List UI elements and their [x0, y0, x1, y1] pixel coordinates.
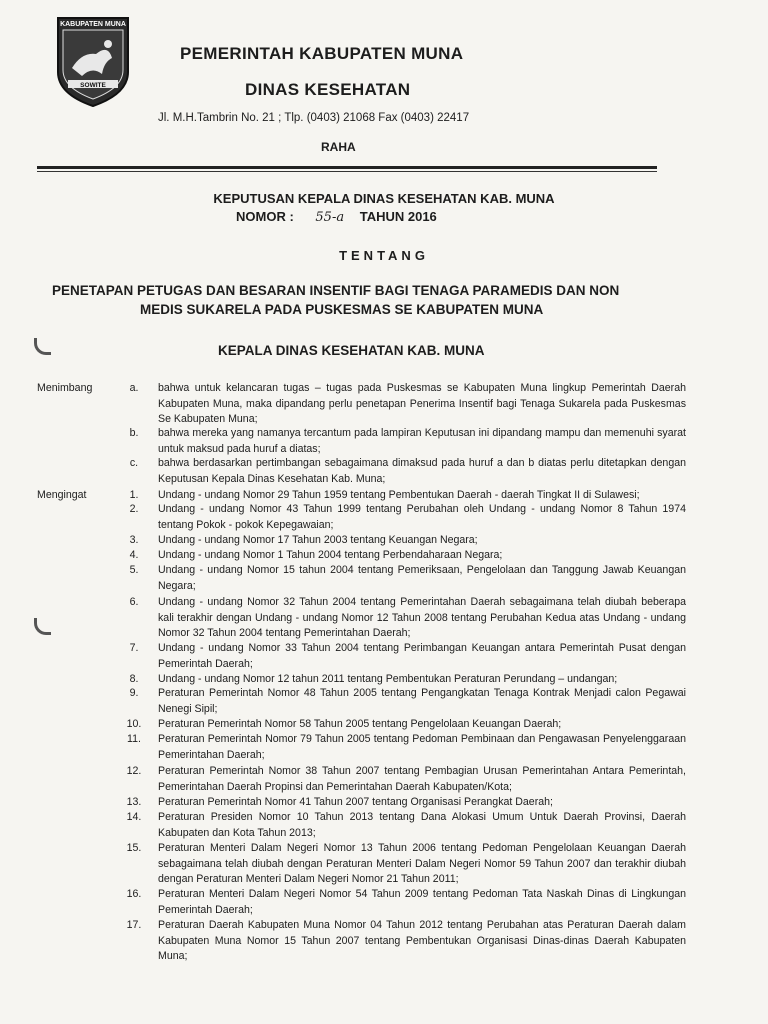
item-text: Undang - undang Nomor 17 Tahun 2003 tentang Keuangan Negara;: [158, 534, 478, 546]
item-marker: 14.: [126, 811, 142, 823]
item-text: Peraturan Pemerintah Nomor 38 Tahun 2007 tentang Pembagian Urusan Pemerintahan Antara Pemerintah, Pemerintahan Daerah Propinsi dan Pemerintahan Daerah Kabupaten/Kota;: [158, 765, 686, 793]
item-marker: a.: [129, 382, 139, 394]
item-text: Peraturan Pemerintah Nomor 48 Tahun 2005 tentang Pengangkatan Tenaga Kontrak Menjadi calon Pegawai Nenegi Sipil;: [158, 687, 686, 715]
item-marker: 3.: [129, 534, 139, 546]
nomor-value: 55-a: [315, 210, 345, 225]
item-text: Peraturan Daerah Kabupaten Muna Nomor 04 Tahun 2012 tentang Perubahan atas Peraturan Daerah dalam Kabupaten Muna Nomor 15 Tahun 2007 tentang Pembentukan Organisasi Dinas-dinas Daerah Kabupaten Muna;: [158, 919, 686, 962]
item-text: Undang - undang Nomor 29 Tahun 1959 tentang Pembentukan Daerah - daerah Tingkat II di Sulawesi;: [158, 489, 640, 501]
item-marker: 13.: [126, 796, 142, 808]
item-text: Undang - undang Nomor 15 tahun 2004 tentang Pemeriksaan, Pengelolaan dan Tanggung Jawab Keuangan Negara;: [158, 564, 686, 592]
item-marker: b.: [129, 427, 139, 439]
item-marker: c.: [129, 457, 139, 469]
decree-subject-line-1: PENETAPAN PETUGAS DAN BESARAN INSENTIF BAGI TENAGA PARAMEDIS DAN NON: [52, 283, 620, 298]
item-marker: 6.: [129, 596, 139, 608]
government-name: PEMERINTAH KABUPATEN MUNA: [180, 44, 464, 63]
item-marker: 7.: [129, 642, 139, 654]
item-text: Peraturan Menteri Dalam Negeri Nomor 54 Tahun 2009 tentang Pedoman Tata Naskah Dinas di Lingkungan Pemerintah Daerah;: [158, 888, 686, 916]
item-marker: 5.: [129, 564, 139, 576]
item-text: bahwa mereka yang namanya tercantum pada lampiran Keputusan ini dipandang mampu dan memenuhi syarat untuk maksud pada huruf a diatas;: [158, 427, 686, 455]
agency-name: DINAS KESEHATAN: [245, 80, 411, 99]
item-marker: 8.: [129, 673, 139, 685]
item-text: Undang - undang Nomor 1 Tahun 2004 tentang Perbendaharaan Negara;: [158, 549, 503, 561]
item-text: Peraturan Pemerintah Nomor 58 Tahun 2005 tentang Pengelolaan Keuangan Daerah;: [158, 718, 562, 730]
item-text: Undang - undang Nomor 43 Tahun 1999 tentang Perubahan oleh Undang - undang Nomor 8 Tahun 1974 tentang Pokok - pokok Kepegawaian;: [158, 503, 686, 531]
item-marker: 11.: [127, 733, 141, 745]
item-marker: 15.: [126, 842, 142, 854]
mengingat-label: Mengingat: [37, 489, 87, 501]
tentang-heading: TENTANG: [339, 248, 429, 263]
item-marker: 10.: [126, 718, 142, 730]
item-text: Peraturan Pemerintah Nomor 79 Tahun 2005 tentang Pedoman Pembinaan dan Pengawasan Penyelenggaraan Pemerintahan Daerah;: [158, 733, 686, 761]
item-marker: 1.: [129, 489, 139, 501]
emblem-banner-text: SOWITE: [80, 82, 106, 89]
item-marker: 9.: [129, 687, 139, 699]
item-text: Undang - undang Nomor 12 tahun 2011 tentang Pembentukan Peraturan Perundang – undangan;: [158, 673, 618, 685]
menimbang-label: Menimbang: [37, 382, 93, 394]
item-text: Peraturan Presiden Nomor 10 Tahun 2013 tentang Dana Alokasi Umum Untuk Daerah Provinsi, Daerah Kabupaten dan Kota Tahun 2013;: [158, 811, 686, 839]
item-text: bahwa untuk kelancaran tugas – tugas pada Puskesmas se Kabupaten Muna lingkup Pemerintah Daerah Kabupaten Muna, maka dipandang perlu penetapan Penerima Insentif bagi Tenaga Sukarela pada Puskesmas Se Kabupaten Muna;: [158, 382, 686, 425]
item-marker: 4.: [129, 549, 139, 561]
decree-subject-line-2: MEDIS SUKARELA PADA PUSKESMAS SE KABUPATEN MUNA: [140, 302, 544, 317]
item-marker: 16.: [126, 888, 142, 900]
item-text: Undang - undang Nomor 32 Tahun 2004 tentang Pemerintahan Daerah sebagaimana telah diubah beberapa kali terakhir dengan Undang - undang Nomor 12 Tahun 2008 tentang Perubahan Kedua atas Undang - undang Nomor 32 Tahun 2004 tentang Pemerintahan Daerah;: [158, 596, 686, 639]
item-text: Peraturan Pemerintah Nomor 41 Tahun 2007 tentang Organisasi Perangkat Daerah;: [158, 796, 553, 808]
agency-city: RAHA: [321, 140, 356, 154]
decree-year: TAHUN 2016: [359, 209, 437, 224]
agency-address: Jl. M.H.Tambrin No. 21 ; Tlp. (0403) 21068 Fax (0403) 22417: [158, 112, 470, 124]
item-marker: 17.: [126, 919, 142, 931]
nomor-label: NOMOR :: [236, 209, 294, 224]
item-marker: 2.: [129, 503, 139, 515]
item-marker: 12.: [126, 765, 142, 777]
item-text: bahwa berdasarkan pertimbangan sebagaimana dimaksud pada huruf a dan b diatas perlu ditetapkan dengan Keputusan Kepala Dinas Kesehatan Kab. Muna;: [158, 457, 686, 485]
item-text: Peraturan Menteri Dalam Negeri Nomor 13 Tahun 2006 tentang Pedoman Pengelolaan Keuangan Daerah sebagaimana telah diubah dengan Peraturan Menteri Dalam Negeri Nomor 59 Tahun 2007 dan terakhir diubah dengan Peraturan Menteri Dalam Negeri Nomor 21 Tahun 2011;: [158, 842, 686, 885]
item-text: Undang - undang Nomor 33 Tahun 2004 tentang Perimbangan Keuangan antara Pemerintah Pusat dengan Pemerintah Daerah;: [158, 642, 686, 670]
decree-issuer: KEPALA DINAS KESEHATAN KAB. MUNA: [218, 343, 485, 358]
emblem-top-text: KABUPATEN MUNA: [60, 21, 126, 28]
decree-title: KEPUTUSAN KEPALA DINAS KESEHATAN KAB. MUNA: [213, 191, 555, 206]
